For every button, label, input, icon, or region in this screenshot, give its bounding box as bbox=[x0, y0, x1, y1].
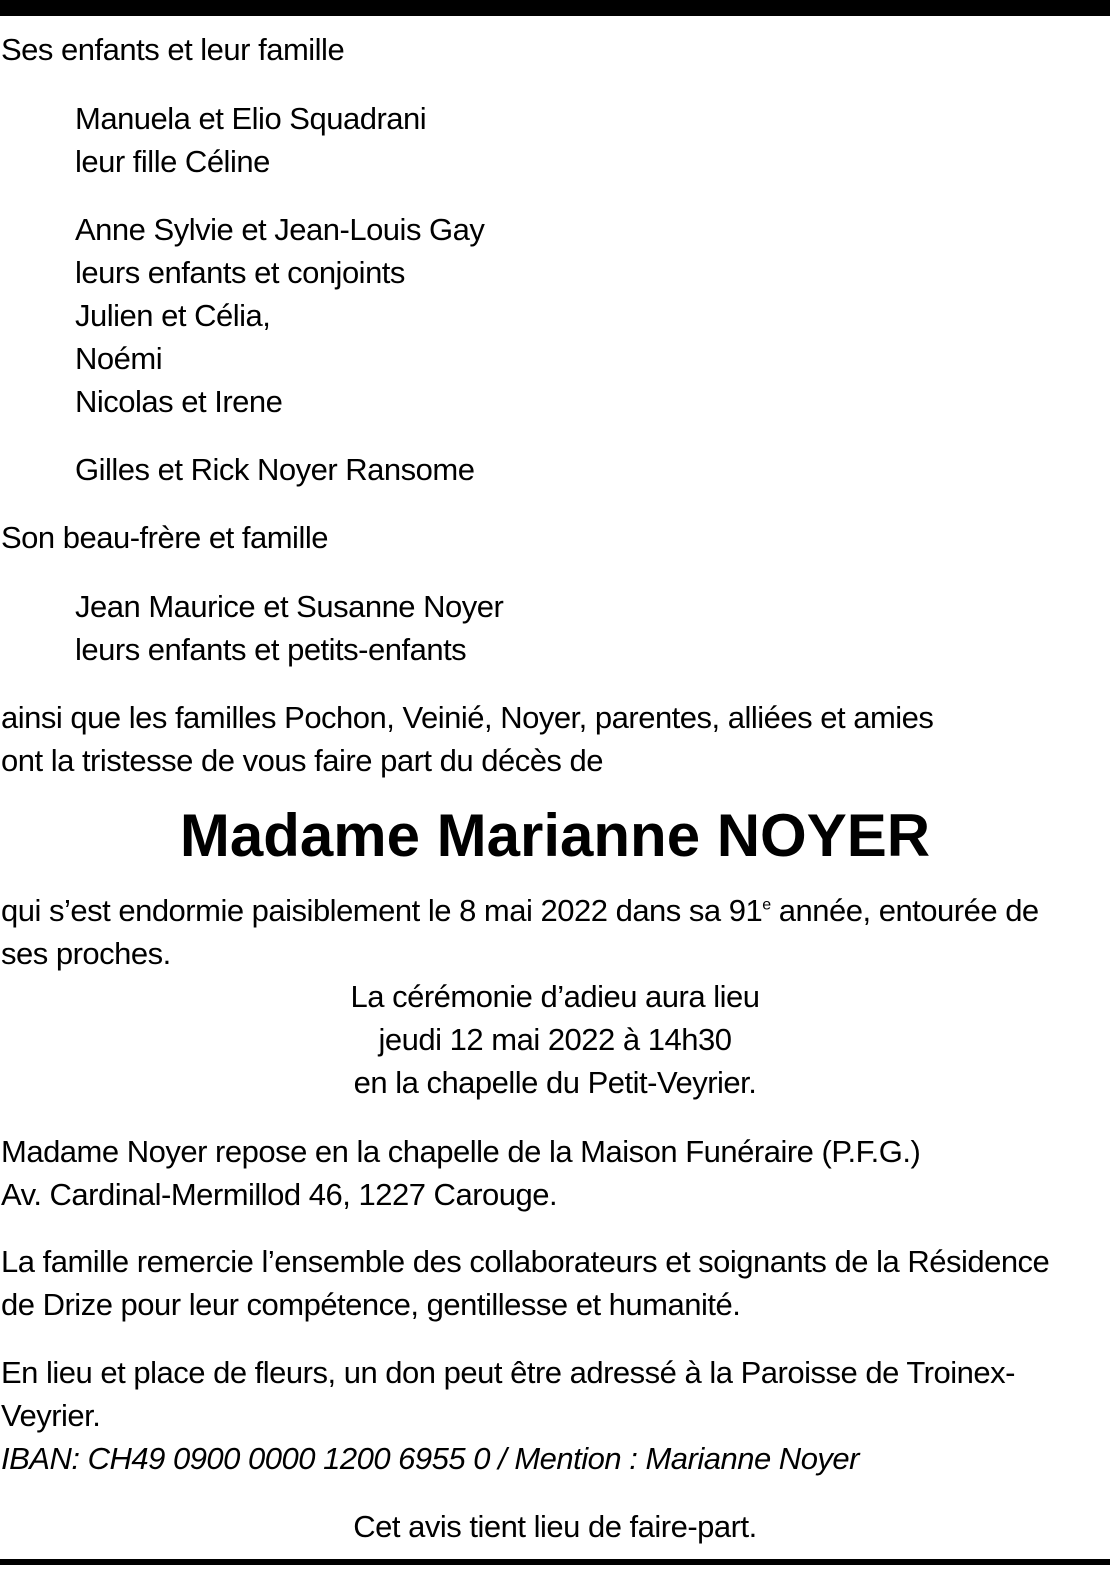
repose-line: Av. Cardinal-Mermillod 46, 1227 Carouge. bbox=[1, 1177, 558, 1212]
family-line: Anne Sylvie et Jean-Louis Gay bbox=[75, 212, 485, 247]
family-line: Noémi bbox=[75, 341, 163, 376]
donation-line: Veyrier. bbox=[1, 1398, 101, 1433]
family-line: leurs enfants et conjoints bbox=[75, 255, 405, 290]
family-line: Julien et Célia, bbox=[75, 298, 271, 333]
thanks-line: La famille remercie l’ensemble des collaborateurs et soignants de la Résidence bbox=[1, 1244, 1050, 1279]
ceremony-line: jeudi 12 mai 2022 à 14h30 bbox=[378, 1022, 732, 1057]
death-text: qui s’est endormie paisiblement le 8 mai 2022 dans sa 91 bbox=[1, 893, 763, 928]
death-text: année, entourée de bbox=[770, 893, 1039, 928]
brother-in-law-heading: Son beau-frère et famille bbox=[1, 520, 328, 555]
family-line: leur fille Céline bbox=[75, 144, 270, 179]
closing-line: Cet avis tient lieu de faire-part. bbox=[353, 1509, 757, 1544]
family-line: leurs enfants et petits-enfants bbox=[75, 632, 467, 667]
donation-line: En lieu et place de fleurs, un don peut être adressé à la Paroisse de Troinex- bbox=[1, 1355, 1015, 1390]
children-heading: Ses enfants et leur famille bbox=[1, 32, 345, 67]
family-line: Manuela et Elio Squadrani bbox=[75, 101, 427, 136]
ceremony-line: La cérémonie d’adieu aura lieu bbox=[350, 979, 760, 1014]
ceremony-line: en la chapelle du Petit-Veyrier. bbox=[353, 1065, 757, 1100]
top-rule bbox=[0, 0, 1110, 16]
family-line: Nicolas et Irene bbox=[75, 384, 283, 419]
announcement-line: ont la tristesse de vous faire part du décès de bbox=[1, 743, 604, 778]
repose-line: Madame Noyer repose en la chapelle de la Maison Funéraire (P.F.G.) bbox=[1, 1134, 921, 1169]
family-line: Gilles et Rick Noyer Ransome bbox=[75, 452, 475, 487]
deceased-name: Madame Marianne NOYER bbox=[179, 802, 931, 869]
thanks-line: de Drize pour leur compétence, gentillesse et humanité. bbox=[1, 1287, 741, 1322]
death-line bbox=[1, 889, 1039, 932]
family-line: Jean Maurice et Susanne Noyer bbox=[75, 589, 504, 624]
death-line: ses proches. bbox=[1, 936, 171, 971]
ordinal-superscript: e bbox=[762, 896, 771, 914]
iban-line: IBAN: CH49 0900 0000 1200 6955 0 / Mention : Marianne Noyer bbox=[1, 1441, 859, 1476]
announcement-line: ainsi que les familles Pochon, Veinié, Noyer, parentes, alliées et amies bbox=[1, 700, 934, 735]
bottom-rule bbox=[0, 1559, 1110, 1565]
